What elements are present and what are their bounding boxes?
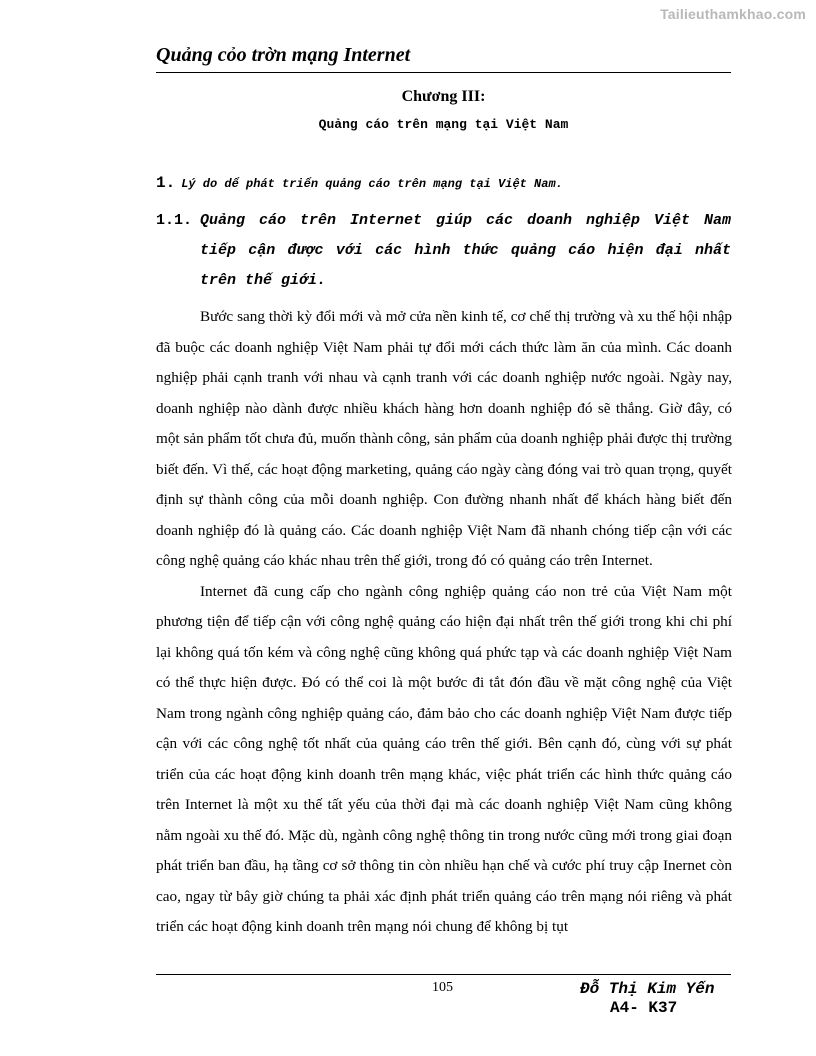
section-title: Lý do dể phát triển quảng cáo trên mạng tại Việt Nam.: [181, 177, 563, 191]
footer-divider: [156, 974, 731, 975]
class-code: A4- K37: [610, 999, 678, 1017]
page-number: 105: [432, 980, 453, 995]
paragraph-1: Bước sang thời kỳ đổi mới và mở cửa nền kinh tế, cơ chế thị trường và xu thế hội nhập đã buộc các doanh nghiệp Việt Nam phải tự đổi mới cách thức làm ăn của mình. Các doanh nghiệp phải cạnh tranh với nhau và cạnh tranh với các doanh nghiệp nước ngoài. Ngày nay, doanh nghiệp nào dành được nhiều khách hàng hơn doanh nghiệp đó sẽ thắng. Giờ đây, có một sản phẩm tốt chưa đủ, muốn thành công, sản phẩm của doanh nghiệp phải được thị trường biết đến. Vì thế, các hoạt động marketing, quảng cáo ngày càng đóng vai trò quan trọng, quyết định sự thành công của mỗi doanh nghiệp. Con đường nhanh nhất để khách hàng biết đến doanh nghiệp đó là quảng cáo. Các doanh nghiệp Việt Nam đã nhanh chóng tiếp cận với các công nghệ quảng cáo khác nhau trên thế giới, trong đó có quảng cáo trên Internet.: [156, 308, 732, 569]
subsection-number: 1.1.: [156, 212, 193, 229]
watermark-text: Tailieuthamkhao.com: [660, 6, 806, 22]
paragraph-2: Internet đã cung cấp cho ngành công nghiệp quảng cáo non trẻ của Việt Nam một phương tiện để tiếp cận với công nghệ quảng cáo hiện đại nhất trên thế giới trong khi chi phí lại không quá tốn kém và công nghệ cũng không quá phức tạp và các doanh nghiệp Việt Nam có thể thực hiện được. Đó có thể coi là một bước đi tắt đón đầu về mặt công nghệ của Việt Nam trong ngành công nghiệp quảng cáo, đảm bảo cho các doanh nghiệp Việt Nam được tiếp cận với các công nghệ tốt nhất của quảng cáo trên thế giới. Bên cạnh đó, cùng với sự phát triển của các hoạt động kinh doanh trên mạng khác, việc phát triển các hình thức quảng cáo trên Internet là một xu thế tất yếu của thời đại mà các doanh nghiệp Việt Nam cũng không nằm ngoài xu thế đó. Mặc dù, ngành công nghệ thông tin trong nước cũng mới trong giai đoạn phát triển ban đầu, hạ tầng cơ sở thông tin còn nhiều hạn chế và cước phí truy cập Inernet còn cao, ngay từ bây giờ chúng ta phải xác định phát triển quảng cáo trên mạng nói riêng và phát triển các hoạt động kinh doanh trên mạng nói chung để không bị tụt: [156, 582, 732, 935]
chapter-label: Chương III:: [401, 88, 486, 105]
body-text: [156, 302, 732, 943]
section-heading-1: [156, 174, 563, 192]
subsection-heading-1-1: [156, 206, 731, 296]
section-number: 1.: [156, 174, 176, 192]
subsection-title: Quảng cáo trên Internet giúp các doanh nghiệp Việt Nam tiếp cận được với các hình thức quảng cáo hiện đại nhất trên thế giới.: [200, 212, 731, 289]
header-divider: [156, 72, 731, 73]
author-name: Đỗ Thị Kim Yến: [580, 980, 715, 998]
running-header: Quảng cỏo trờn mạng Internet: [156, 44, 411, 66]
chapter-title: Quảng cáo trên mạng tại Việt Nam: [318, 117, 569, 132]
